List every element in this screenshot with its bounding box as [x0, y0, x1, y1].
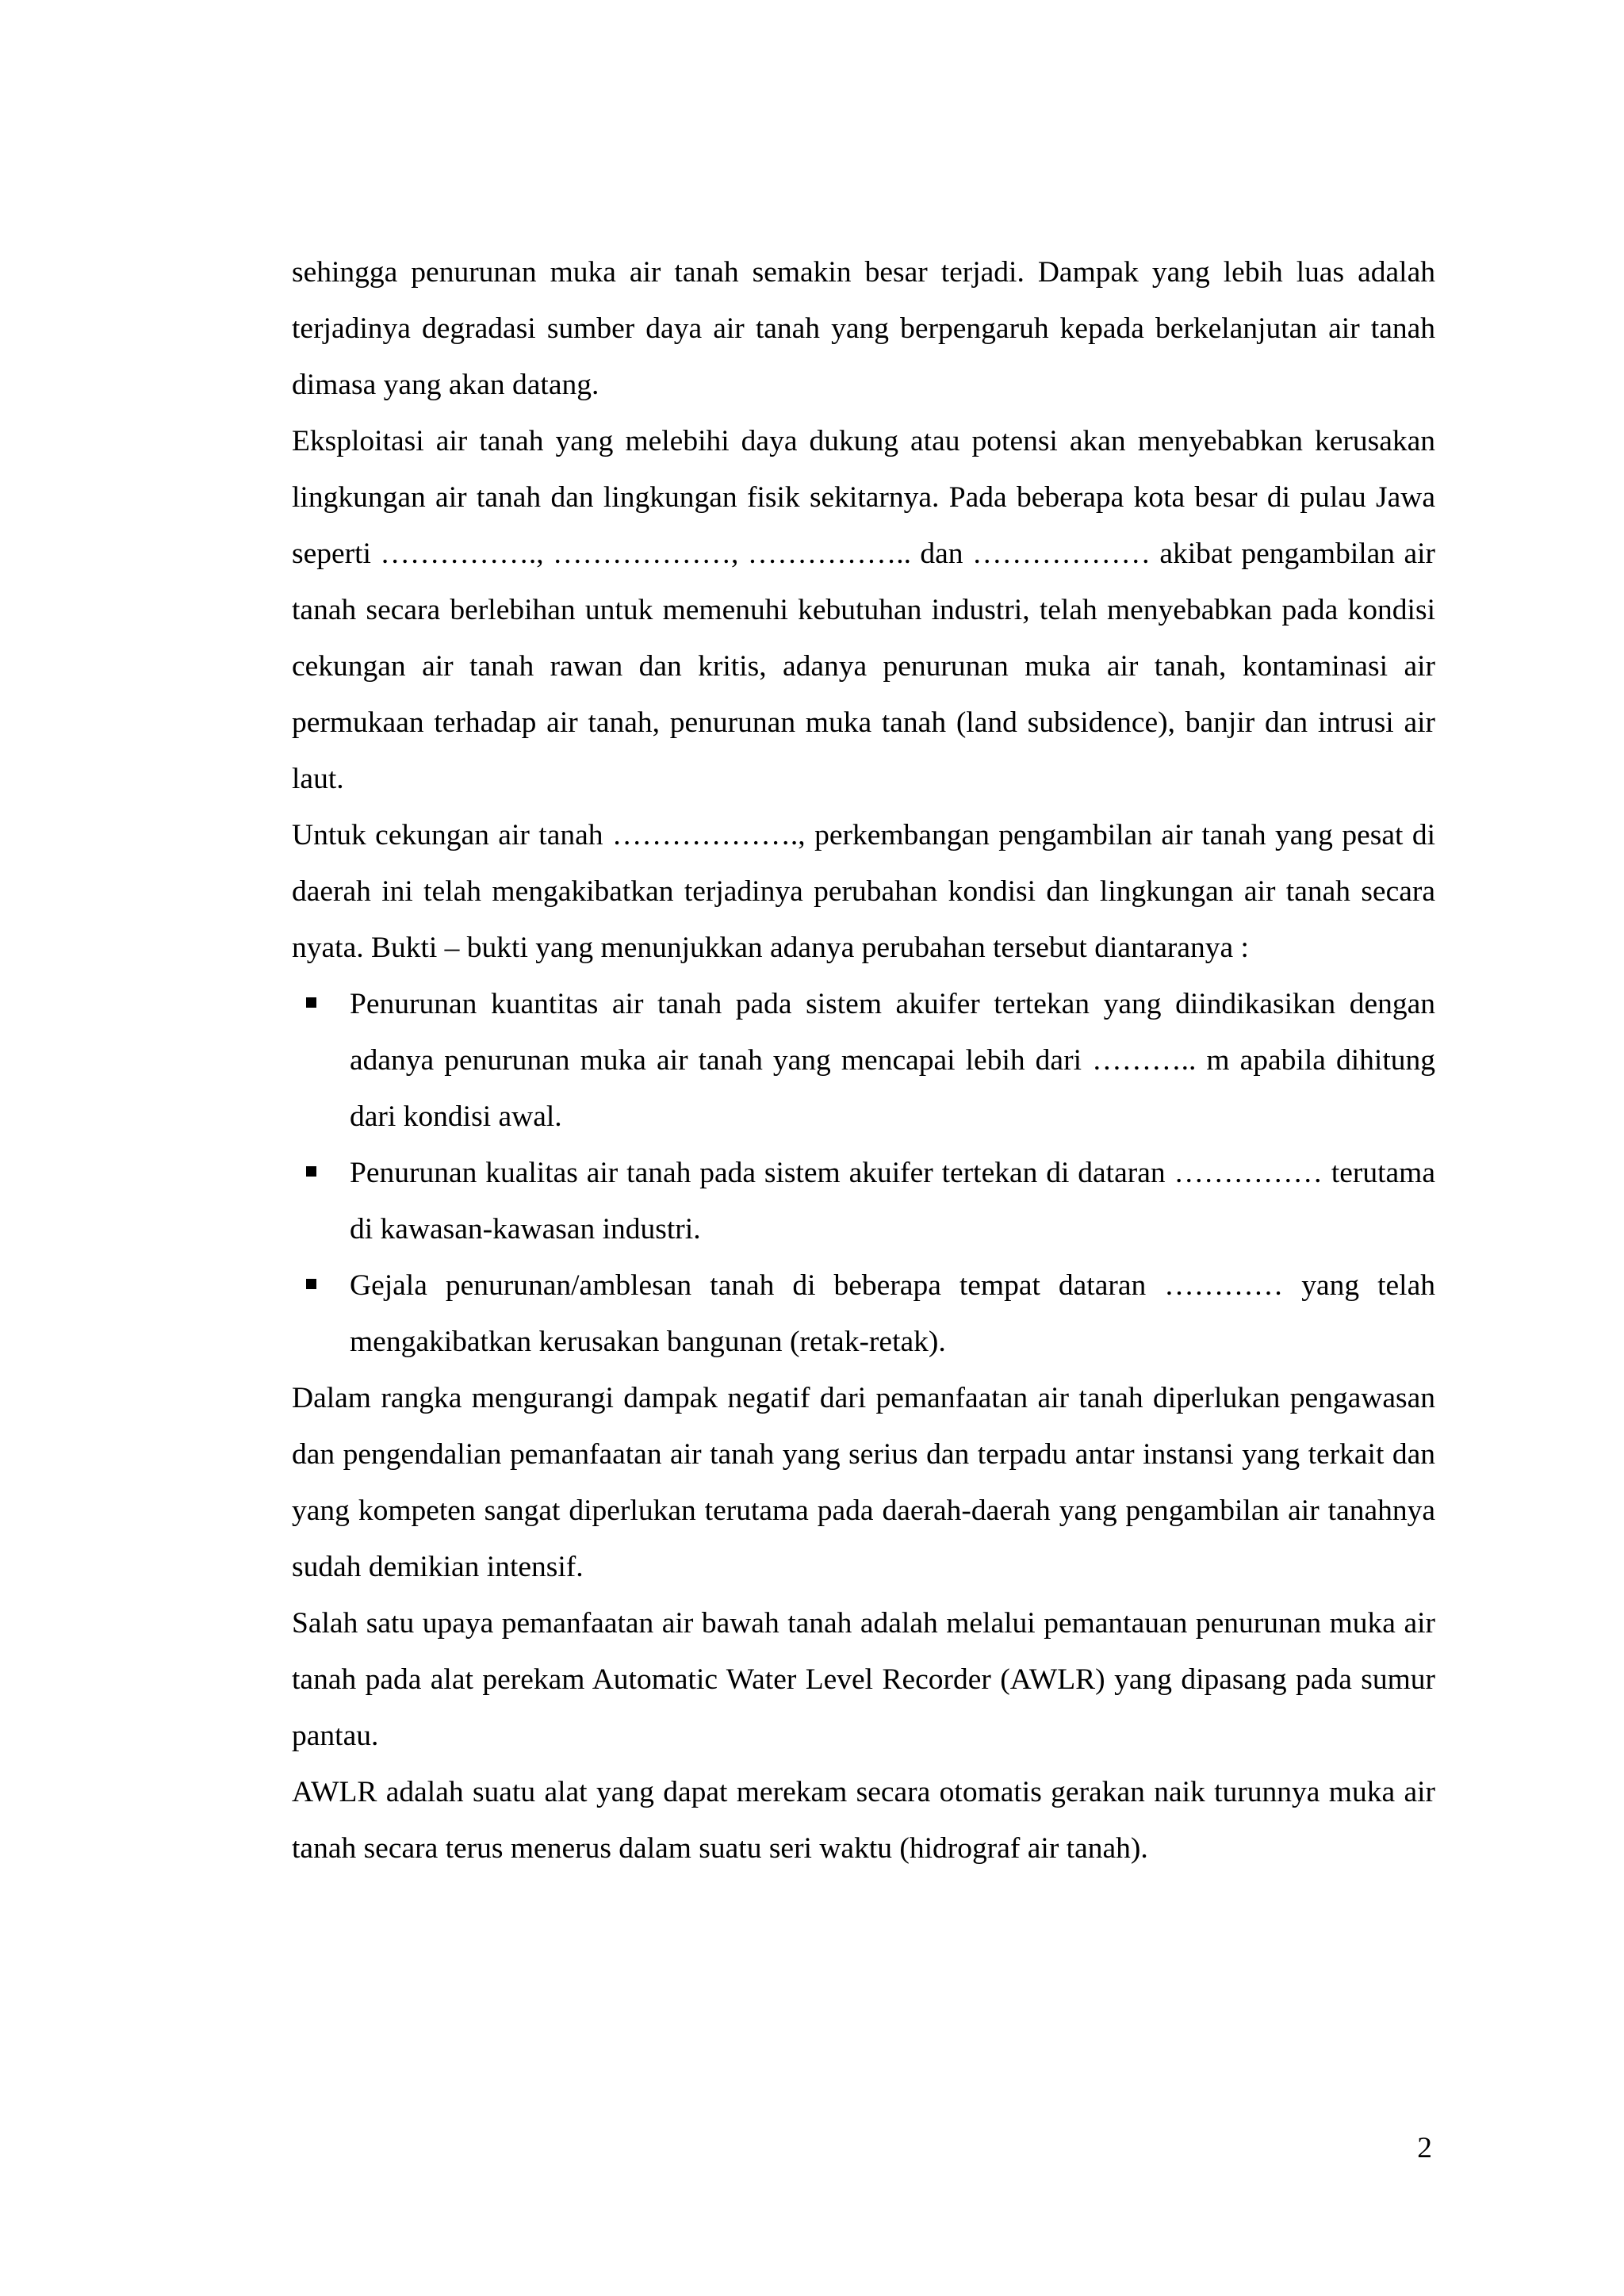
list-item-text: Penurunan kuantitas air tanah pada sistem akuifer tertekan yang diindikasikan dengan adanya penurunan muka air tanah yang mencapai lebih dari ……….. m apabila dihitung dari kondisi awal. — [350, 988, 1435, 1133]
bullet-list — [292, 976, 1435, 1370]
list-item-text: Gejala penurunan/amblesan tanah di beberapa tempat dataran ………… yang telah mengakibatkan kerusakan bangunan (retak-retak). — [350, 1269, 1435, 1358]
page-number: 2 — [1417, 2132, 1432, 2164]
list-item — [350, 976, 1435, 1145]
list-item — [350, 1257, 1435, 1370]
square-bullet-icon — [306, 1279, 316, 1289]
page-body — [292, 244, 1435, 1877]
square-bullet-icon — [306, 1166, 316, 1177]
paragraph-4: Dalam rangka mengurangi dampak negatif dari pemanfaatan air tanah diperlukan pengawasan dan pengendalian pemanfaatan air tanah yang serius dan terpadu antar instansi yang terkait dan yang kompeten sangat diperlukan terutama pada daerah-daerah yang pengambilan air tanahnya sudah demikian intensif. — [292, 1382, 1435, 1583]
list-item-text: Penurunan kualitas air tanah pada sistem akuifer tertekan di dataran …………… terutama di kawasan-kawasan industri. — [350, 1157, 1435, 1246]
paragraph-1: sehingga penurunan muka air tanah semakin besar terjadi. Dampak yang lebih luas adalah terjadinya degradasi sumber daya air tanah yang berpengaruh kepada berkelanjutan air tanah dimasa yang akan datang. — [292, 256, 1435, 401]
paragraph-2: Eksploitasi air tanah yang melebihi daya dukung atau potensi akan menyebabkan kerusakan lingkungan air tanah dan lingkungan fisik sekitarnya. Pada beberapa kota besar di pulau Jawa seperti ……………., ………………, …………….. dan ……………… akibat pengambilan air tanah secara berlebihan untuk memenuhi kebutuhan industri, telah menyebabkan pada kondisi cekungan air tanah rawan dan kritis, adanya penurunan muka air tanah, kontaminasi air permukaan terhadap air tanah, penurunan muka tanah (land subsidence), banjir dan intrusi air laut. — [292, 425, 1435, 795]
paragraph-5: Salah satu upaya pemanfaatan air bawah tanah adalah melalui pemantauan penurunan muka air tanah pada alat perekam Automatic Water Level Recorder (AWLR) yang dipasang pada sumur pantau. — [292, 1607, 1435, 1752]
paragraph-3: Untuk cekungan air tanah ………………., perkembangan pengambilan air tanah yang pesat di daerah ini telah mengakibatkan terjadinya perubahan kondisi dan lingkungan air tanah secara nyata. Bukti – bukti yang menunjukkan adanya perubahan tersebut diantaranya : — [292, 819, 1435, 964]
paragraph-6: AWLR adalah suatu alat yang dapat merekam secara otomatis gerakan naik turunnya muka air tanah secara terus menerus dalam suatu seri waktu (hidrograf air tanah). — [292, 1776, 1435, 1865]
list-item — [350, 1145, 1435, 1257]
square-bullet-icon — [306, 997, 316, 1008]
